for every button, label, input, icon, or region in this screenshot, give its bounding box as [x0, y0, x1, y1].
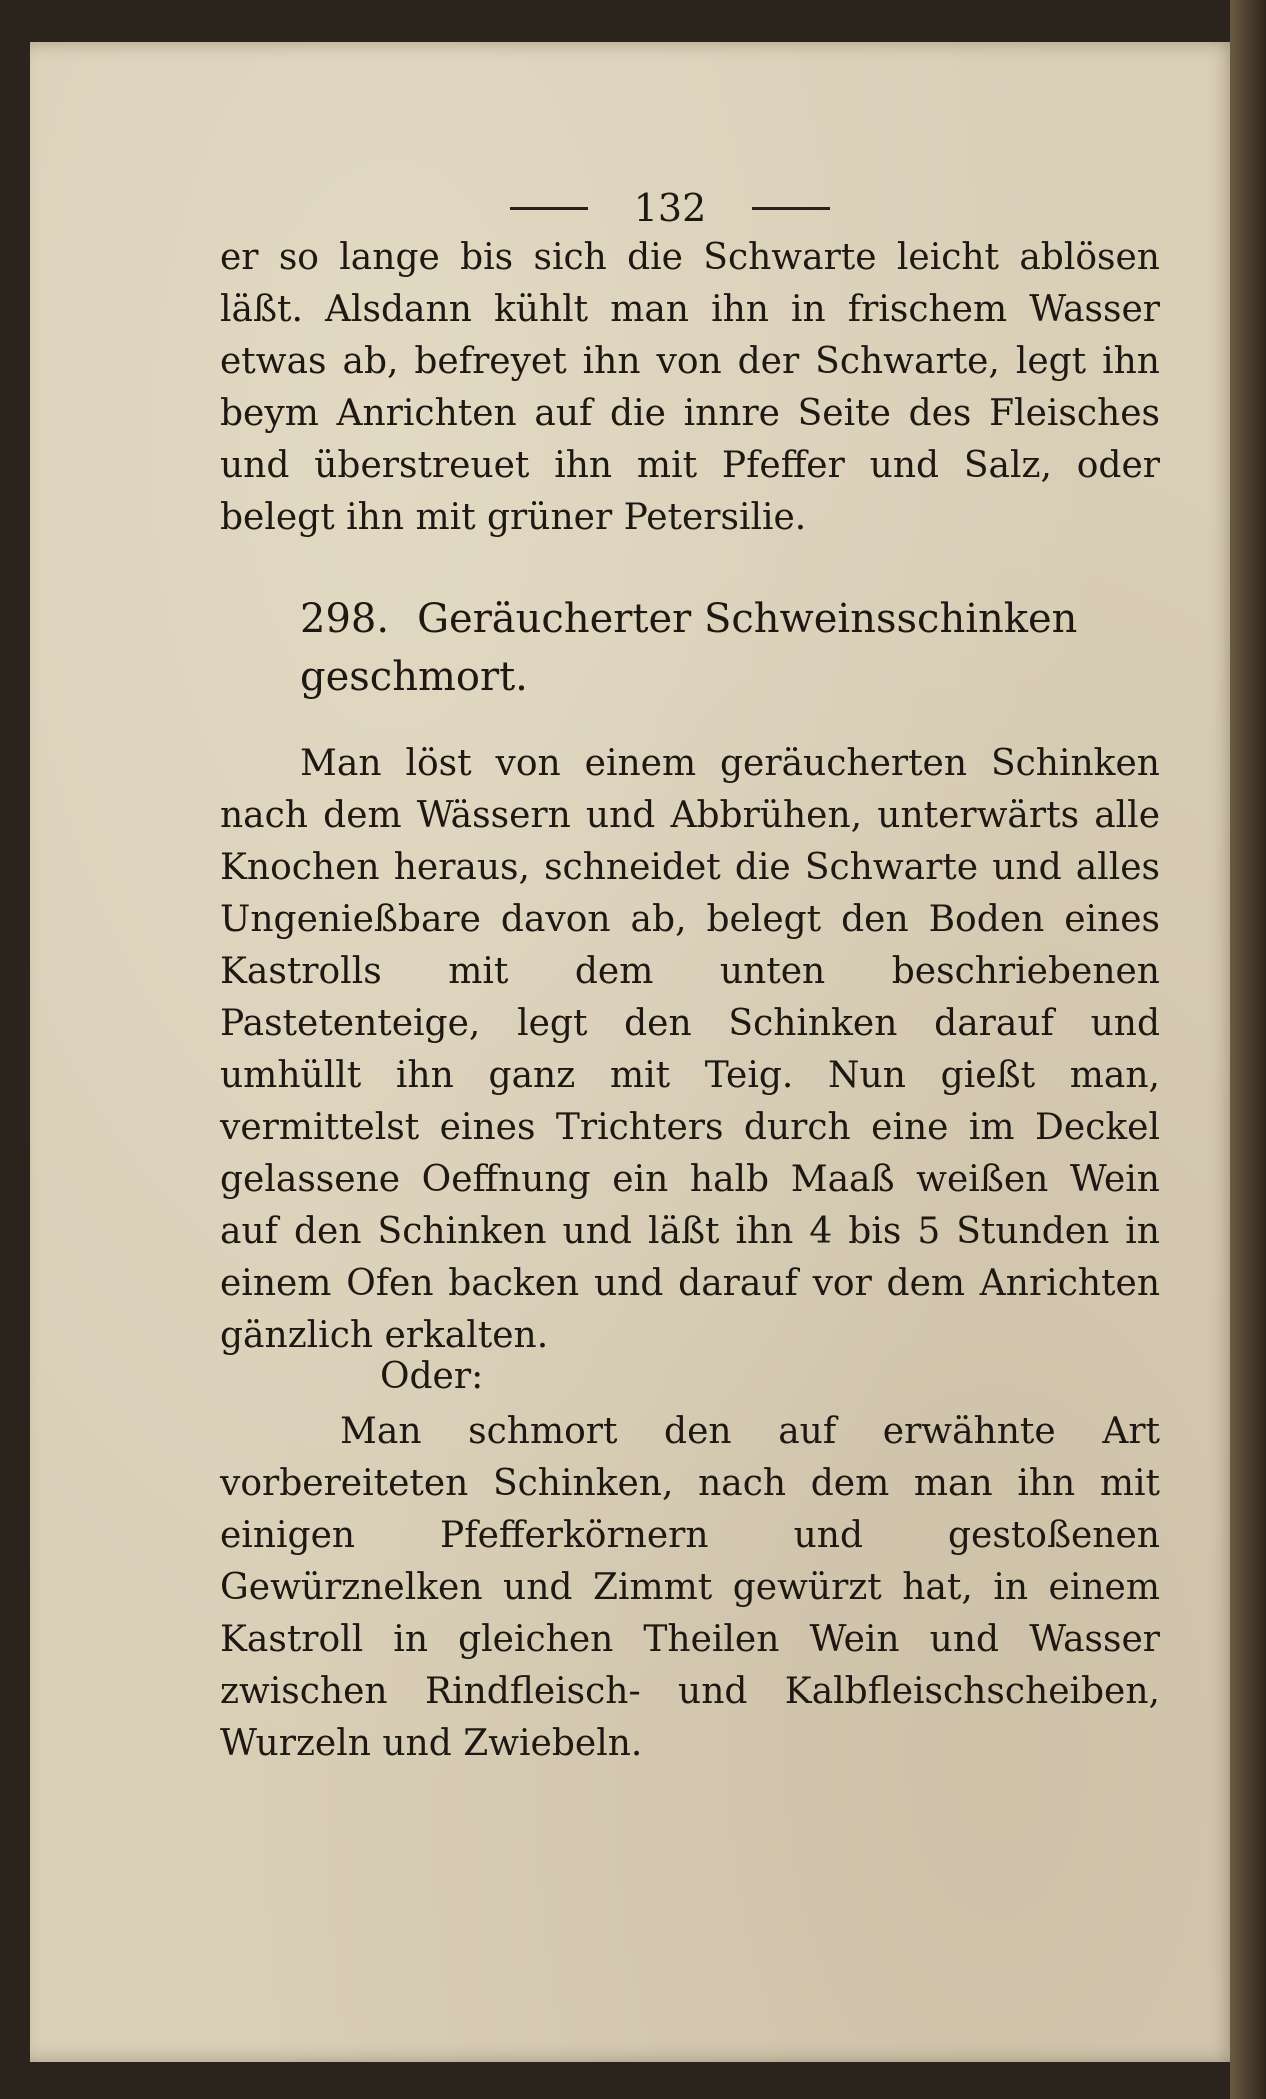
recipe-number: 298. [300, 596, 390, 642]
alternative-body: Man schmort den auf erwähnte Art vorbereiteten Schinken, nach dem man ihn mit einigen Pfefferkörnern und gestoßenen Gewürznelken und Zimmt gewürzt hat, in einem Kastroll in gleichen Theilen Wein und Wasser zwischen Rindfleisch- und Kalbfleischscheiben, Wurzeln und Zwiebeln. [220, 1411, 1160, 1764]
book-spine-edge [1230, 0, 1266, 2099]
continued-paragraph: er so lange bis sich die Schwarte leicht ablösen läßt. Alsdann kühlt man ihn in frischem Wasser etwas ab, befreyet ihn von der Schwarte, legt ihn beym Anrichten auf die innre Seite des Fleisches und überstreuet ihn mit Pfeffer und Salz, oder belegt ihn mit grüner Petersilie. [220, 237, 1160, 538]
alternative-label: Oder: [380, 1356, 484, 1397]
recipe-heading [300, 590, 1160, 706]
header-dash-right [752, 207, 830, 210]
header-dash-left [510, 207, 588, 210]
page-header [460, 180, 880, 236]
page-number: 132 [633, 186, 707, 230]
recipe-body: Man löst von einem geräucherten Schinken nach dem Wässern und Abbrühen, unterwärts alle Knochen heraus, schneidet die Schwarte und alles Ungenießbare davon ab, belegt den Boden eines Kastrolls mit dem unten beschriebenen Pastetenteige, legt den Schinken darauf und umhüllt ihn ganz mit Teig. Nun gießt man, vermittelst eines Trichters durch eine im Deckel gelassene Oeffnung ein halb Maaß weißen Wein auf den Schinken und läßt ihn 4 bis 5 Stunden in einem Ofen backen und darauf vor dem Anrichten gänzlich erkalten. [220, 743, 1160, 1356]
recipe-title: Geräucherter Schweinsschinken geschmort. [300, 596, 1078, 700]
